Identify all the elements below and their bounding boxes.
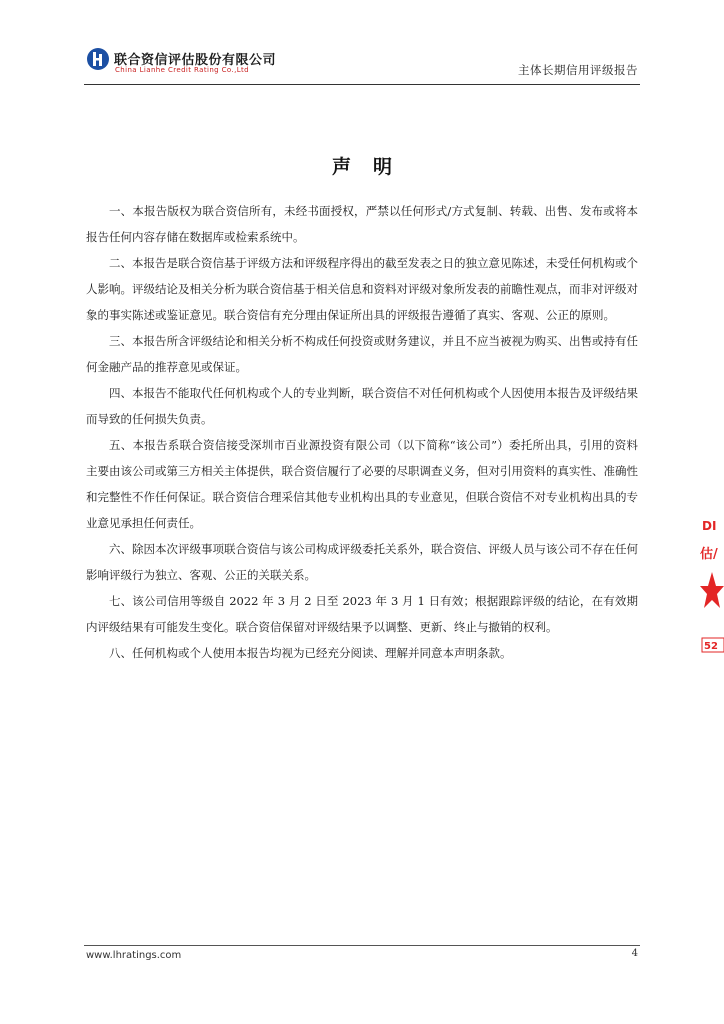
company-name-en: China Lianhe Credit Rating Co.,Ltd: [115, 66, 250, 74]
svg-text:52: 52: [704, 641, 718, 652]
report-type-label: 主体长期信用评级报告: [518, 63, 638, 77]
statement-paragraph-2: 二、本报告是联合资信基于评级方法和评级程序得出的截至发表之日的独立意见陈述，未受任何机构或个人影响。评级结论及相关分析为联合资信基于相关信息和资料对评级对象所发表的前瞻性观点，而非对评级对象的事实陈述或鉴证意见。联合资信有充分理由保证所出具的评级报告遵循了真实、客观、公正的原则。: [86, 256, 638, 322]
statement-body: [86, 198, 638, 666]
statement-paragraph-5: 五、本报告系联合资信接受深圳市百业源投资有限公司（以下简称“该公司”）委托所出具，引用的资料主要由该公司或第三方相关主体提供，联合资信履行了必要的尽职调查义务，但对引用资料的真实性、准确性和完整性不作任何保证。联合资信合理采信其他专业机构出具的专业意见，但联合资信不对专业机构出具的专业意见承担任何责任。: [86, 438, 638, 530]
statement-paragraph-4: 四、本报告不能取代任何机构或个人的专业判断，联合资信不对任何机构或个人因使用本报告及评级结果而导致的任何损失负责。: [86, 386, 638, 426]
page-title: 声明: [331, 156, 414, 178]
company-name-cn: 联合资信评估股份有限公司: [114, 53, 277, 68]
statement-paragraph-8: 八、任何机构或个人使用本报告均视为已经充分阅读、理解并同意本声明条款。: [109, 646, 512, 660]
svg-text:DI: DI: [702, 519, 717, 533]
page-header: [0, 0, 724, 90]
company-logo-icon: [86, 47, 110, 71]
statement-paragraph-3: 三、本报告所含评级结论和相关分析不构成任何投资或财务建议，并且不应当被视为购买、出售或持有任何金融产品的推荐意见或保证。: [86, 334, 638, 374]
footer-website: www.lhratings.com: [86, 950, 182, 961]
statement-paragraph-7: 七、该公司信用等级自 2022 年 3 月 2 日至 2023 年 3 月 1 日有效；根据跟踪评级的结论，在有效期内评级结果有可能发生变化。联合资信保留对评级结果予以调整、更新、终止与撤销的权利。: [86, 594, 638, 634]
statement-paragraph-6: 六、除因本次评级事项联合资信与该公司构成评级委托关系外，联合资信、评级人员与该公司不存在任何影响评级行为独立、客观、公正的关联关系。: [86, 542, 638, 582]
svg-text:估/: 估/: [700, 547, 718, 562]
footer-divider: [84, 945, 640, 946]
statement-paragraph-1: 一、本报告版权为联合资信所有，未经书面授权，严禁以任何形式/方式复制、转载、出售、发布或将本报告任何内容存储在数据库或检索系统中。: [86, 204, 638, 244]
header-divider: [84, 84, 640, 85]
seal-stamp-icon: [700, 510, 724, 670]
page-number: 4: [631, 948, 638, 959]
